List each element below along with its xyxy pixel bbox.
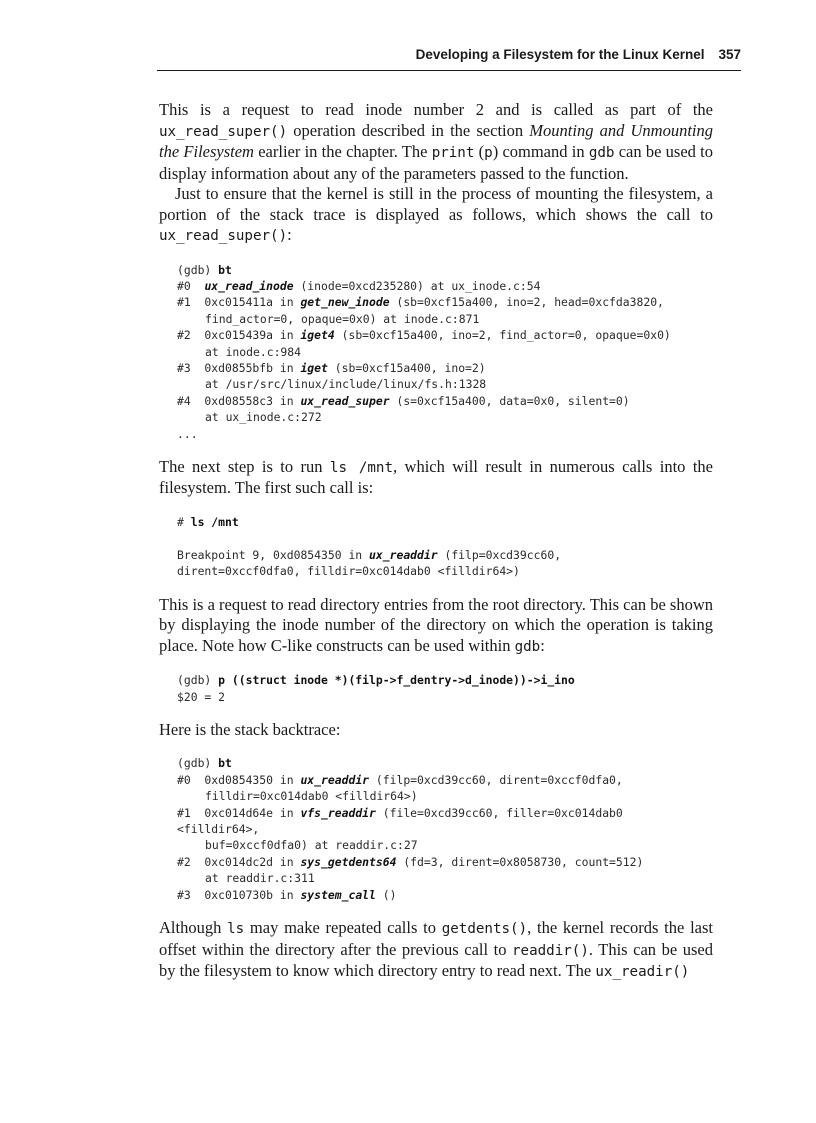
inline-code: gdb — [514, 638, 541, 655]
text: : — [540, 635, 545, 655]
inline-code: ux_read_super() — [159, 228, 288, 244]
code-line: #2 0xc015439a in iget4 (sb=0xcf15a400, ino=2, find_actor=0, opaque=0x0) — [177, 328, 671, 343]
code-block-ls — [159, 514, 713, 580]
paragraph-6 — [159, 918, 713, 983]
section-reference: Mounting and Unmounting the Filesystem — [159, 120, 713, 161]
text: This is a request to read inode number 2 and is called as part of the — [159, 100, 713, 119]
code-block-stack-trace-1 — [159, 262, 713, 442]
code-line: #3 0xc010730b in system_call () — [177, 887, 397, 902]
code-line: ... — [177, 426, 198, 441]
code-line: #3 0xd0855bfb in iget (sb=0xcf15a400, ino=2) — [177, 360, 486, 375]
code-line: at ux_inode.c:272 — [205, 410, 322, 425]
code-line: #1 0xc015411a in get_new_inode (sb=0xcf15a400, ino=2, head=0xcfda3820, — [177, 295, 664, 310]
page-body — [159, 100, 713, 983]
text: , the kernel records the last offset within the directory after the previous call to — [159, 918, 713, 959]
text: This is a request to read directory entries from the root directory. This can be shown by displaying the inode number of the directory on which the operation is taking place. Note how C-like constructs can be used within — [159, 594, 713, 655]
paragraph-3 — [159, 457, 713, 499]
code-line: dirent=0xccf0dfa0, filldir=0xc014dab0 <filldir64>) — [177, 564, 520, 579]
text: earlier in the chapter. The — [253, 142, 432, 161]
text: can be used to display information about any of the parameters passed to the function. — [159, 142, 713, 183]
inline-code: p — [484, 145, 493, 161]
code-line: at /usr/src/linux/include/linux/fs.h:1328 — [205, 377, 487, 392]
text: may make repeated calls to — [244, 918, 442, 938]
code-line: (gdb) bt — [177, 756, 232, 771]
code-line: at readdir.c:311 — [205, 871, 315, 886]
text: , which will result in numerous calls into the filesystem. The first such call is: — [159, 456, 713, 498]
code-line: filldir=0xc014dab0 <filldir64>) — [205, 789, 418, 804]
code-line: <filldir64>, — [177, 822, 260, 837]
text: ) command in — [492, 142, 589, 161]
inline-code: ux_readir() — [595, 964, 690, 981]
code-line: at inode.c:984 — [205, 344, 302, 359]
text: Just to ensure that the kernel is still in the process of mounting the filesystem, a portion of the stack trace is displayed as follows, which shows the call to — [159, 184, 713, 224]
code-block-inode-print — [159, 672, 713, 705]
inline-code: readdir() — [512, 942, 589, 959]
code-line: (gdb) p ((struct inode *)(filp->f_dentry->d_inode))->i_ino — [177, 673, 575, 688]
text: Although — [159, 918, 228, 938]
paragraph-4 — [159, 595, 713, 658]
page-number: 357 — [718, 47, 741, 62]
text: : — [287, 225, 292, 244]
code-line-blank — [177, 530, 713, 546]
code-line: buf=0xccf0dfa0) at readdir.c:27 — [205, 838, 418, 853]
paragraph-5 — [159, 720, 713, 741]
code-line: #1 0xc014d64e in vfs_readdir (file=0xcd39cc60, filler=0xc014dab0 — [177, 805, 623, 820]
inline-code: ls — [227, 921, 245, 938]
text: Here is the stack backtrace: — [159, 719, 341, 739]
inline-code: gdb — [588, 145, 615, 161]
code-line: # ls /mnt — [177, 514, 239, 529]
header-rule — [157, 70, 741, 71]
code-block-stack-trace-2 — [159, 755, 713, 903]
code-line: $20 = 2 — [177, 689, 226, 704]
code-line: find_actor=0, opaque=0x0) at inode.c:871 — [205, 311, 480, 326]
code-line: #4 0xd08558c3 in ux_read_super (s=0xcf15a400, data=0x0, silent=0) — [177, 393, 630, 408]
text: operation described in the section — [287, 120, 530, 140]
text: ( — [474, 142, 485, 161]
text: The next step is to run — [159, 456, 330, 476]
chapter-title: Developing a Filesystem for the Linux Kernel — [415, 47, 705, 62]
running-header — [159, 47, 741, 67]
text: . This can be used by the filesystem to know which directory entry to read next. The — [159, 939, 713, 981]
inline-code: ls /mnt — [329, 459, 393, 476]
inline-code: print — [431, 145, 475, 161]
paragraph-1 — [159, 100, 713, 184]
code-line: #2 0xc014dc2d in sys_getdents64 (fd=3, dirent=0x8058730, count=512) — [177, 854, 644, 869]
inline-code: ux_read_super() — [159, 123, 288, 140]
code-line: Breakpoint 9, 0xd0854350 in ux_readdir (filp=0xcd39cc60, — [177, 547, 562, 562]
code-line: #0 ux_read_inode (inode=0xcd235280) at ux_inode.c:54 — [177, 278, 541, 293]
code-line: #0 0xd0854350 in ux_readdir (filp=0xcd39cc60, dirent=0xccf0dfa0, — [177, 772, 623, 787]
paragraph-2 — [159, 184, 713, 247]
code-line: (gdb) bt — [177, 262, 232, 277]
inline-code: getdents() — [441, 921, 528, 938]
